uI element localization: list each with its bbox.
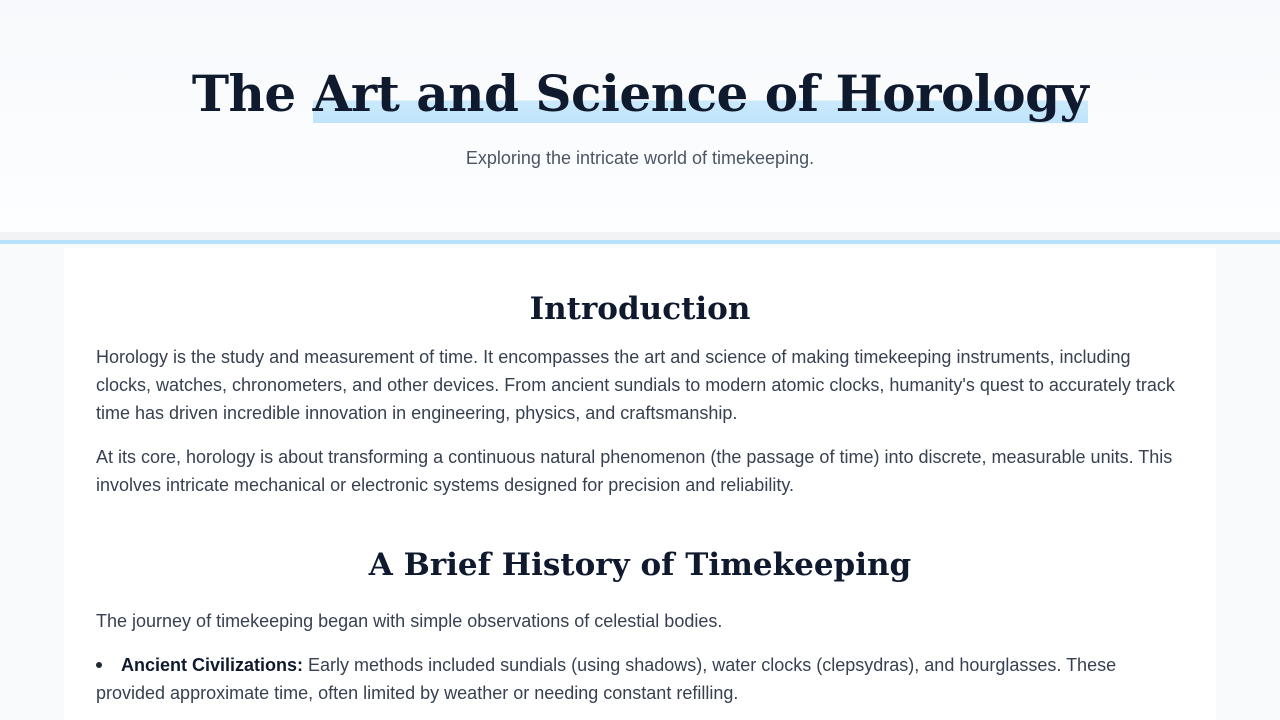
page-title	[0, 62, 1280, 126]
history-lead-paragraph: The journey of timekeeping began with simple observations of celestial bodies.	[96, 611, 723, 631]
intro-paragraph-1: Horology is the study and measurement of time. It encompasses the art and science of making timekeeping instruments, including clocks, watches, chronometers, and other devices. From ancient sundials to modern atomic clocks, humanity's quest to accurately track time has driven incredible innovation in engineering, physics, and craftsmanship.	[96, 347, 1175, 423]
page-title-highlight: Art and Science of Horology	[312, 64, 1089, 123]
list-item-term: Ancient Civilizations:	[121, 655, 304, 675]
page-header	[0, 0, 1280, 244]
section-title-introduction: Introduction	[529, 291, 751, 327]
list-item-text: Early methods included sundials (using shadows), water clocks (clepsydras), and hourglasses. These provided approximate time, often limited by weather or needing constant refilling.	[96, 655, 1117, 703]
header-divider	[0, 232, 1280, 240]
history-list	[96, 651, 1184, 707]
page-title-prefix: The	[191, 64, 313, 123]
section-title-history: A Brief History of Timekeeping	[368, 547, 912, 583]
page-subtitle: Exploring the intricate world of timekeeping.	[465, 148, 815, 168]
list-item	[96, 651, 1184, 707]
article-content	[64, 248, 1216, 720]
bullet-icon	[96, 662, 102, 668]
intro-paragraph-2: At its core, horology is about transforming a continuous natural phenomenon (the passage of time) into discrete, measurable units. This involves intricate mechanical or electronic systems designed for precision and reliability.	[96, 447, 1173, 495]
